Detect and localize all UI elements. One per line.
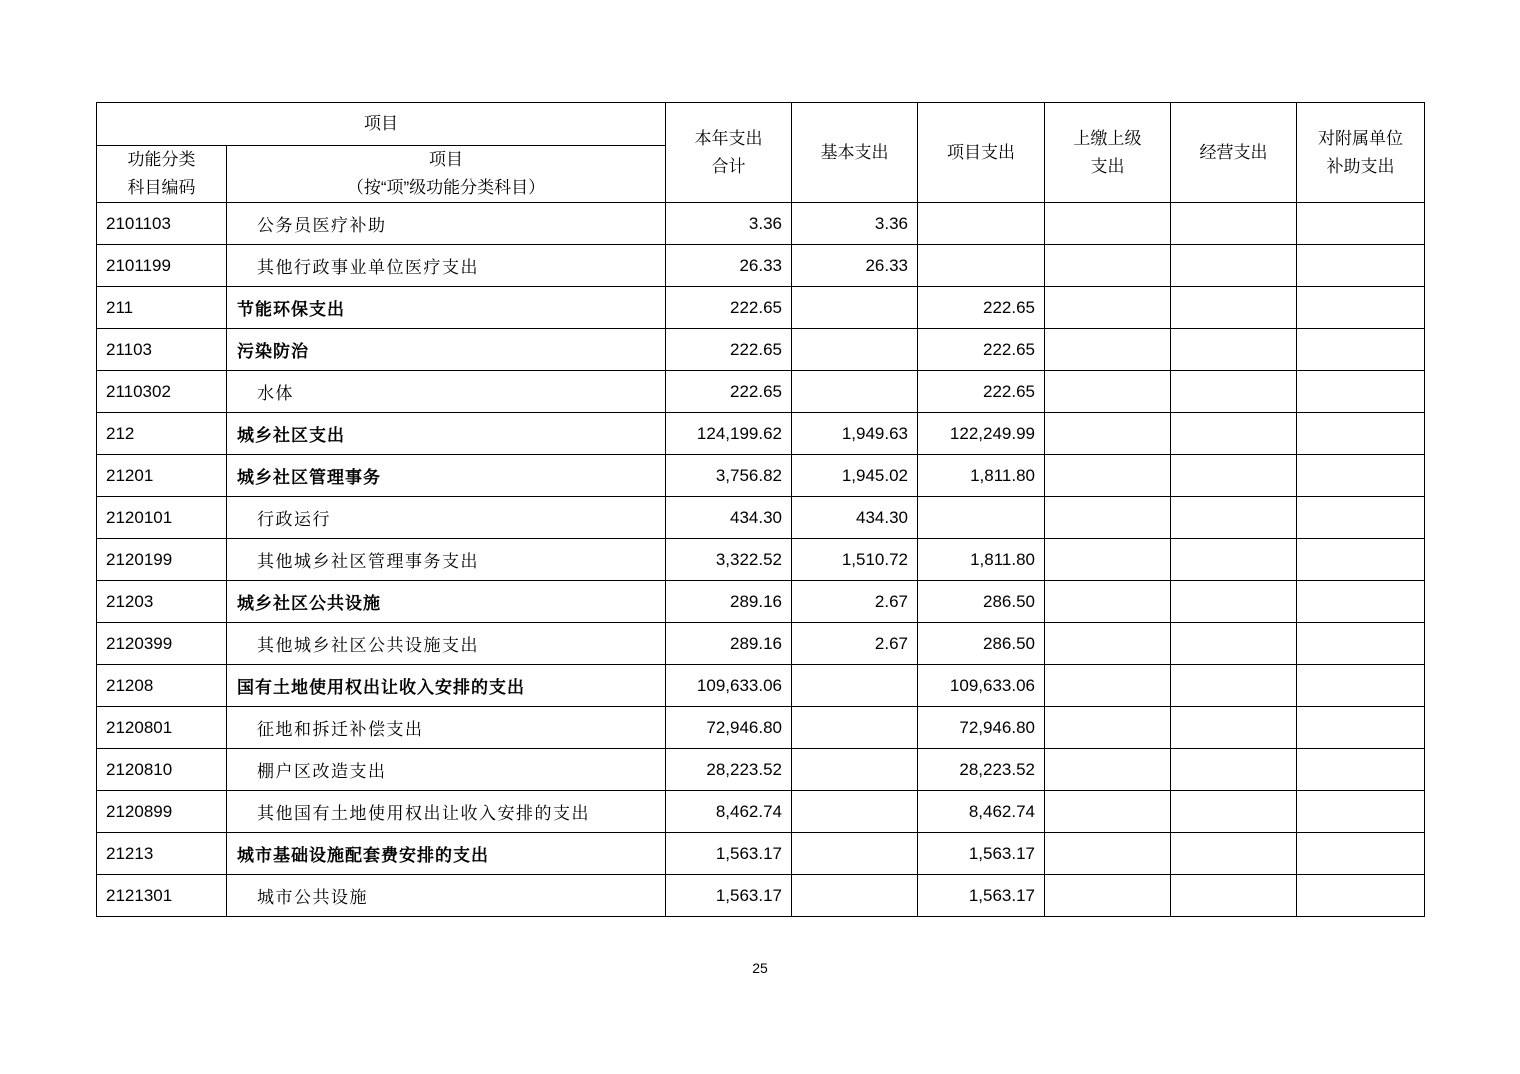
cell-code: 21208 <box>97 665 227 707</box>
header-upper-line1: 上缴上级 <box>1073 128 1142 148</box>
cell-name: 城乡社区管理事务 <box>227 455 666 497</box>
cell-operating <box>1171 203 1297 245</box>
cell-operating <box>1171 329 1297 371</box>
cell-name: 节能环保支出 <box>227 287 666 329</box>
cell-total: 434.30 <box>666 497 792 539</box>
cell-basic <box>792 665 918 707</box>
cell-code: 2101103 <box>97 203 227 245</box>
cell-project: 72,946.80 <box>918 707 1045 749</box>
cell-subsidy <box>1297 497 1425 539</box>
cell-operating <box>1171 749 1297 791</box>
cell-code: 21203 <box>97 581 227 623</box>
cell-project: 286.50 <box>918 581 1045 623</box>
cell-basic: 2.67 <box>792 581 918 623</box>
cell-upper <box>1045 875 1171 917</box>
header-operating: 经营支出 <box>1171 103 1297 203</box>
cell-subsidy <box>1297 287 1425 329</box>
cell-name: 水体 <box>227 371 666 413</box>
cell-code: 212 <box>97 413 227 455</box>
cell-basic <box>792 371 918 413</box>
table-row <box>97 623 1425 665</box>
table-row <box>97 497 1425 539</box>
cell-operating <box>1171 665 1297 707</box>
header-code-line2: 科目编码 <box>127 178 196 197</box>
cell-operating <box>1171 455 1297 497</box>
cell-operating <box>1171 791 1297 833</box>
table-row <box>97 455 1425 497</box>
expenditure-table <box>96 102 1425 917</box>
cell-code: 2121301 <box>97 875 227 917</box>
cell-project <box>918 497 1045 539</box>
table-row <box>97 203 1425 245</box>
table-row <box>97 749 1425 791</box>
cell-upper <box>1045 707 1171 749</box>
cell-project: 222.65 <box>918 329 1045 371</box>
header-subsidy-line1: 对附属单位 <box>1318 128 1403 148</box>
cell-project: 109,633.06 <box>918 665 1045 707</box>
header-basic: 基本支出 <box>792 103 918 203</box>
cell-subsidy <box>1297 329 1425 371</box>
table-row <box>97 581 1425 623</box>
cell-subsidy <box>1297 791 1425 833</box>
cell-subsidy <box>1297 581 1425 623</box>
cell-upper <box>1045 329 1171 371</box>
cell-total: 222.65 <box>666 329 792 371</box>
cell-name: 城乡社区支出 <box>227 413 666 455</box>
header-upper-line2: 支出 <box>1090 156 1125 176</box>
table-row <box>97 413 1425 455</box>
cell-basic: 434.30 <box>792 497 918 539</box>
cell-operating <box>1171 497 1297 539</box>
table-row <box>97 707 1425 749</box>
cell-basic: 1,949.63 <box>792 413 918 455</box>
cell-basic <box>792 707 918 749</box>
cell-subsidy <box>1297 707 1425 749</box>
cell-project: 1,811.80 <box>918 455 1045 497</box>
cell-code: 21201 <box>97 455 227 497</box>
cell-total: 222.65 <box>666 371 792 413</box>
cell-upper <box>1045 833 1171 875</box>
cell-subsidy <box>1297 245 1425 287</box>
cell-name: 国有土地使用权出让收入安排的支出 <box>227 665 666 707</box>
cell-code: 211 <box>97 287 227 329</box>
cell-project: 1,811.80 <box>918 539 1045 581</box>
table-row <box>97 245 1425 287</box>
cell-upper <box>1045 791 1171 833</box>
cell-basic <box>792 875 918 917</box>
cell-operating <box>1171 371 1297 413</box>
cell-basic <box>792 329 918 371</box>
cell-upper <box>1045 287 1171 329</box>
table-row <box>97 833 1425 875</box>
header-total-line1: 本年支出 <box>694 128 763 148</box>
cell-code: 2120801 <box>97 707 227 749</box>
header-item-line1: 项目 <box>429 150 463 169</box>
header-subsidy <box>1297 103 1425 203</box>
cell-total: 289.16 <box>666 623 792 665</box>
cell-project: 122,249.99 <box>918 413 1045 455</box>
cell-total: 109,633.06 <box>666 665 792 707</box>
table-header <box>97 103 1425 203</box>
cell-subsidy <box>1297 413 1425 455</box>
cell-total: 222.65 <box>666 287 792 329</box>
cell-name: 城市基础设施配套费安排的支出 <box>227 833 666 875</box>
cell-subsidy <box>1297 833 1425 875</box>
cell-basic: 3.36 <box>792 203 918 245</box>
cell-project: 1,563.17 <box>918 833 1045 875</box>
cell-operating <box>1171 539 1297 581</box>
cell-operating <box>1171 623 1297 665</box>
cell-total: 1,563.17 <box>666 875 792 917</box>
cell-total: 3.36 <box>666 203 792 245</box>
cell-name: 公务员医疗补助 <box>227 203 666 245</box>
table-row <box>97 371 1425 413</box>
cell-project <box>918 245 1045 287</box>
cell-operating <box>1171 875 1297 917</box>
cell-code: 2120899 <box>97 791 227 833</box>
cell-total: 3,756.82 <box>666 455 792 497</box>
cell-name: 其他行政事业单位医疗支出 <box>227 245 666 287</box>
cell-upper <box>1045 539 1171 581</box>
cell-subsidy <box>1297 203 1425 245</box>
cell-name: 其他国有土地使用权出让收入安排的支出 <box>227 791 666 833</box>
cell-upper <box>1045 497 1171 539</box>
header-total <box>666 103 792 203</box>
table-row <box>97 287 1425 329</box>
cell-basic: 1,945.02 <box>792 455 918 497</box>
cell-total: 289.16 <box>666 581 792 623</box>
cell-upper <box>1045 455 1171 497</box>
cell-operating <box>1171 581 1297 623</box>
table-row <box>97 539 1425 581</box>
cell-project: 1,563.17 <box>918 875 1045 917</box>
page-number: 25 <box>752 960 768 976</box>
cell-upper <box>1045 581 1171 623</box>
cell-total: 26.33 <box>666 245 792 287</box>
cell-upper <box>1045 665 1171 707</box>
cell-name: 其他城乡社区管理事务支出 <box>227 539 666 581</box>
cell-basic <box>792 749 918 791</box>
cell-code: 21213 <box>97 833 227 875</box>
cell-project: 28,223.52 <box>918 749 1045 791</box>
cell-code: 2110302 <box>97 371 227 413</box>
cell-subsidy <box>1297 665 1425 707</box>
cell-basic: 2.67 <box>792 623 918 665</box>
cell-name: 棚户区改造支出 <box>227 749 666 791</box>
cell-basic <box>792 287 918 329</box>
cell-upper <box>1045 413 1171 455</box>
cell-upper <box>1045 203 1171 245</box>
cell-subsidy <box>1297 455 1425 497</box>
cell-operating <box>1171 245 1297 287</box>
cell-project: 222.65 <box>918 287 1045 329</box>
cell-project <box>918 203 1045 245</box>
cell-name: 城市公共设施 <box>227 875 666 917</box>
cell-name: 行政运行 <box>227 497 666 539</box>
cell-total: 8,462.74 <box>666 791 792 833</box>
cell-basic: 26.33 <box>792 245 918 287</box>
cell-basic: 1,510.72 <box>792 539 918 581</box>
table-body <box>97 203 1425 917</box>
cell-basic <box>792 791 918 833</box>
table-row <box>97 791 1425 833</box>
cell-subsidy <box>1297 875 1425 917</box>
header-code <box>97 146 227 203</box>
header-item-line2: （按“项”级功能分类科目） <box>346 178 546 197</box>
cell-project: 222.65 <box>918 371 1045 413</box>
header-code-line1: 功能分类 <box>127 150 196 169</box>
cell-code: 2120199 <box>97 539 227 581</box>
cell-code: 2120810 <box>97 749 227 791</box>
cell-subsidy <box>1297 371 1425 413</box>
header-project-expenditure: 项目支出 <box>918 103 1045 203</box>
table-row <box>97 875 1425 917</box>
cell-code: 2120399 <box>97 623 227 665</box>
table-row <box>97 329 1425 371</box>
header-subsidy-line2: 补助支出 <box>1326 156 1395 176</box>
cell-name: 其他城乡社区公共设施支出 <box>227 623 666 665</box>
cell-name: 城乡社区公共设施 <box>227 581 666 623</box>
header-upper <box>1045 103 1171 203</box>
header-item <box>227 146 666 203</box>
cell-project: 8,462.74 <box>918 791 1045 833</box>
cell-name: 征地和拆迁补偿支出 <box>227 707 666 749</box>
cell-code: 2101199 <box>97 245 227 287</box>
header-project: 项目 <box>97 103 666 146</box>
cell-total: 124,199.62 <box>666 413 792 455</box>
cell-code: 21103 <box>97 329 227 371</box>
table-row <box>97 665 1425 707</box>
cell-upper <box>1045 371 1171 413</box>
cell-basic <box>792 833 918 875</box>
cell-total: 28,223.52 <box>666 749 792 791</box>
cell-name: 污染防治 <box>227 329 666 371</box>
cell-project: 286.50 <box>918 623 1045 665</box>
cell-upper <box>1045 623 1171 665</box>
cell-operating <box>1171 413 1297 455</box>
cell-upper <box>1045 245 1171 287</box>
header-total-line2: 合计 <box>711 156 746 176</box>
cell-upper <box>1045 749 1171 791</box>
cell-code: 2120101 <box>97 497 227 539</box>
cell-operating <box>1171 833 1297 875</box>
cell-total: 3,322.52 <box>666 539 792 581</box>
cell-operating <box>1171 287 1297 329</box>
cell-operating <box>1171 707 1297 749</box>
cell-subsidy <box>1297 749 1425 791</box>
cell-total: 1,563.17 <box>666 833 792 875</box>
cell-subsidy <box>1297 623 1425 665</box>
cell-total: 72,946.80 <box>666 707 792 749</box>
cell-subsidy <box>1297 539 1425 581</box>
